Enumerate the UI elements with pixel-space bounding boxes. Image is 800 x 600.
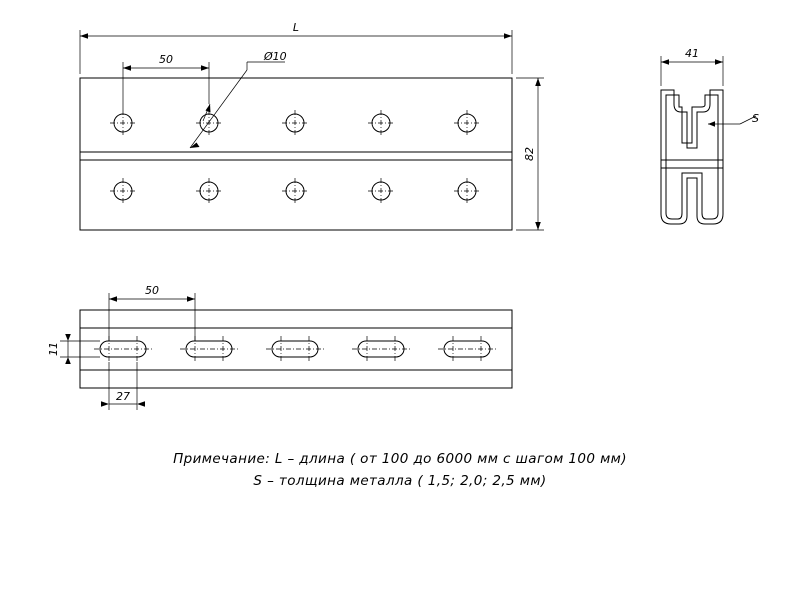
hole xyxy=(196,178,222,204)
note-line-length: Примечание: L – длина ( от 100 до 6000 мм с шагом 100 мм) xyxy=(173,451,627,467)
dimension-hole-pitch xyxy=(123,62,209,110)
hole xyxy=(282,110,308,136)
slot xyxy=(266,336,324,362)
slot xyxy=(352,336,410,362)
dimension-thickness-label: S xyxy=(752,112,759,125)
dimension-slot-pitch xyxy=(109,293,195,341)
section-profile-inner xyxy=(666,95,718,219)
hole xyxy=(368,110,394,136)
hole xyxy=(196,110,222,136)
leader-hole-diameter xyxy=(190,62,285,148)
notes-block xyxy=(0,448,800,492)
dimension-hole-diameter-label: Ø10 xyxy=(264,50,287,63)
dimension-slot-length-label: 27 xyxy=(116,390,130,403)
dimension-slot-pitch-label: 50 xyxy=(145,284,159,297)
dimension-section-width xyxy=(661,56,723,86)
dimension-slot-height-label: 11 xyxy=(47,342,60,356)
side-view-slot-row xyxy=(94,336,496,362)
front-view-hole-row-top xyxy=(110,110,480,136)
hole xyxy=(110,178,136,204)
leader-thickness xyxy=(708,116,756,127)
hole xyxy=(368,178,394,204)
dimension-length xyxy=(80,30,512,74)
slot xyxy=(94,336,152,362)
front-view-hole-row-bottom xyxy=(110,178,480,204)
section-view xyxy=(661,56,756,224)
hole xyxy=(454,110,480,136)
front-view xyxy=(80,30,544,230)
dimension-height-label: 82 xyxy=(523,147,536,161)
slot xyxy=(438,336,496,362)
hole xyxy=(282,178,308,204)
slot xyxy=(180,336,238,362)
front-view-body xyxy=(80,78,512,230)
hole xyxy=(454,178,480,204)
note-line-thickness: S – толщина металла ( 1,5; 2,0; 2,5 мм) xyxy=(253,473,547,489)
dimension-section-width-label: 41 xyxy=(685,47,699,60)
hole xyxy=(110,110,136,136)
dimension-length-label: L xyxy=(292,21,300,34)
dimension-hole-pitch-label: 50 xyxy=(159,53,173,66)
